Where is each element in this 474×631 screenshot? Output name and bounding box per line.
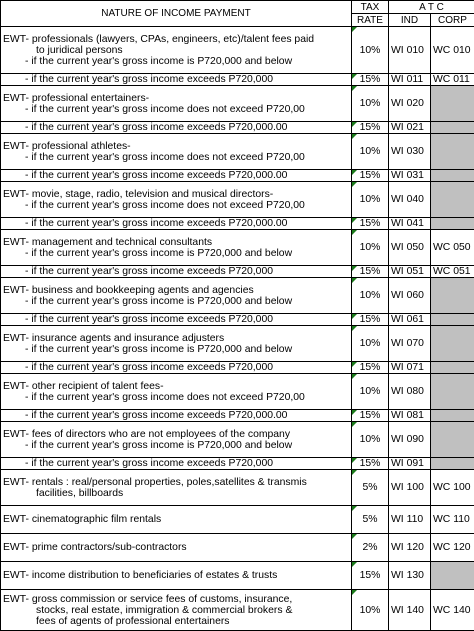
tax-rate-cell[interactable]: 5% [352, 506, 389, 534]
single-line: EWT- rentals : real/personal properties, poles,satellites & transmis [3, 477, 349, 488]
nature-cell[interactable] [1, 422, 352, 458]
row-label: - if the current year's gross income is P720,000 and below [3, 296, 349, 307]
single-line: stocks, real estate, immigration & commercial brokers & [3, 605, 349, 616]
nature-cell[interactable] [1, 74, 352, 86]
tax-rate-cell[interactable]: 10% [352, 590, 389, 631]
table-row[interactable] [1, 86, 474, 122]
table-row[interactable] [1, 562, 474, 590]
table-row[interactable] [1, 410, 474, 422]
row-label: - if the current year's gross income is P720,000 and below [3, 248, 349, 259]
nature-cell[interactable] [1, 86, 352, 122]
atc-ind-cell[interactable]: WI 021 [389, 122, 431, 134]
single-line: facilities, billboards [3, 488, 349, 499]
tax-rate-cell[interactable]: 10% [352, 278, 389, 314]
table-row[interactable] [1, 170, 474, 182]
atc-ind-cell[interactable]: WI 020 [389, 86, 431, 122]
nature-cell[interactable] [1, 266, 352, 278]
row-label: - if the current year's gross income exceeds P720,000 [3, 362, 349, 373]
row-label: - if the current year's gross income does not exceed P720,00 [3, 152, 349, 163]
atc-ind-cell[interactable]: WI 041 [389, 218, 431, 230]
table-row[interactable] [1, 534, 474, 562]
atc-corp-cell[interactable]: WC 010 [431, 27, 474, 74]
group-title-line: EWT- business and bookkeeping agents and agencies [3, 285, 349, 296]
group-title-line: to juridical persons [3, 45, 349, 56]
group-title-line: EWT- movie, stage, radio, television and musical directors- [3, 189, 349, 200]
atc-ind-cell[interactable]: WI 120 [389, 534, 431, 562]
row-label: - if the current year's gross income is P720,000 and below [3, 56, 349, 67]
header-nature-of-income[interactable]: NATURE OF INCOME PAYMENT [1, 1, 352, 27]
row-label: - if the current year's gross income is P720,000 and below [3, 344, 349, 355]
atc-corp-cell[interactable] [431, 182, 474, 218]
tax-rate-cell[interactable]: 10% [352, 230, 389, 266]
row-label: - if the current year's gross income exceeds P720,000 [3, 458, 349, 469]
single-line: fees of agents of professional entertainers [3, 616, 349, 627]
header-ind[interactable]: IND [389, 14, 431, 27]
atc-ind-cell[interactable]: WI 080 [389, 374, 431, 410]
atc-corp-cell[interactable] [431, 122, 474, 134]
row-label: - if the current year's gross income does not exceed P720,00 [3, 200, 349, 211]
row-label: - if the current year's gross income exceeds P720,000.00 [3, 410, 349, 421]
table-row[interactable] [1, 326, 474, 362]
table-row[interactable] [1, 134, 474, 170]
tax-rate-cell[interactable]: 15% [352, 266, 389, 278]
tax-rate-cell[interactable]: 10% [352, 422, 389, 458]
table-row[interactable] [1, 470, 474, 506]
nature-cell[interactable] [1, 362, 352, 374]
tax-rate-cell[interactable]: 15% [352, 314, 389, 326]
table-row[interactable] [1, 458, 474, 470]
atc-corp-cell[interactable] [431, 218, 474, 230]
group-title-line: EWT- insurance agents and insurance adjusters [3, 333, 349, 344]
row-label: - if the current year's gross income exceeds P720,000.00 [3, 122, 349, 133]
atc-corp-cell[interactable]: WC 050 [431, 230, 474, 266]
tax-rate-cell[interactable]: 10% [352, 374, 389, 410]
atc-corp-cell[interactable] [431, 410, 474, 422]
table-row[interactable] [1, 506, 474, 534]
atc-corp-cell[interactable]: WC 011 [431, 74, 474, 86]
table-body [1, 27, 474, 631]
nature-cell[interactable] [1, 470, 352, 506]
tax-rate-cell[interactable]: 15% [352, 458, 389, 470]
row-label: - if the current year's gross income is P720,000 and below [3, 440, 349, 451]
tax-rate-cell[interactable]: 15% [352, 122, 389, 134]
nature-cell[interactable] [1, 218, 352, 230]
single-line: EWT- prime contractors/sub-contractors [3, 542, 349, 553]
tax-rate-cell[interactable]: 15% [352, 170, 389, 182]
header-tax[interactable]: TAX [352, 1, 389, 14]
tax-rate-cell[interactable]: 10% [352, 182, 389, 218]
group-title-line: EWT- professional athletes- [3, 141, 349, 152]
nature-cell[interactable] [1, 230, 352, 266]
tax-rate-cell[interactable]: 2% [352, 534, 389, 562]
nature-cell[interactable] [1, 134, 352, 170]
table-row[interactable] [1, 590, 474, 631]
atc-corp-cell[interactable] [431, 458, 474, 470]
atc-corp-cell[interactable] [431, 278, 474, 314]
atc-corp-cell[interactable] [431, 170, 474, 182]
atc-corp-cell[interactable] [431, 326, 474, 362]
atc-ind-cell[interactable]: WI 061 [389, 314, 431, 326]
group-title-line: EWT- other recipient of talent fees- [3, 381, 349, 392]
nature-cell[interactable] [1, 278, 352, 314]
table-row[interactable] [1, 266, 474, 278]
nature-cell[interactable] [1, 562, 352, 590]
atc-ind-cell[interactable]: WI 050 [389, 230, 431, 266]
row-label: - if the current year's gross income exceeds P720,000 [3, 266, 349, 277]
atc-ind-cell[interactable]: WI 081 [389, 410, 431, 422]
tax-rate-cell[interactable]: 5% [352, 470, 389, 506]
nature-cell[interactable] [1, 410, 352, 422]
nature-cell[interactable] [1, 122, 352, 134]
atc-corp-cell[interactable] [431, 86, 474, 122]
atc-ind-cell[interactable]: WI 011 [389, 74, 431, 86]
tax-rate-cell[interactable]: 15% [352, 362, 389, 374]
atc-ind-cell[interactable]: WI 091 [389, 458, 431, 470]
row-label: - if the current year's gross income exceeds P720,000 [3, 74, 349, 85]
atc-corp-cell[interactable] [431, 314, 474, 326]
nature-cell[interactable] [1, 182, 352, 218]
tax-rate-cell[interactable]: 15% [352, 218, 389, 230]
tax-rate-cell[interactable]: 15% [352, 410, 389, 422]
atc-ind-cell[interactable]: WI 051 [389, 266, 431, 278]
table-row[interactable] [1, 314, 474, 326]
nature-cell[interactable] [1, 590, 352, 631]
atc-ind-cell[interactable]: WI 090 [389, 422, 431, 458]
single-line: EWT- gross commission or service fees of customs, insurance, [3, 594, 349, 605]
table-row[interactable] [1, 362, 474, 374]
header-atc[interactable]: A T C [389, 1, 474, 14]
atc-corp-cell[interactable] [431, 374, 474, 410]
table-row[interactable] [1, 230, 474, 266]
atc-corp-cell[interactable] [431, 422, 474, 458]
nature-cell[interactable] [1, 506, 352, 534]
group-title-line: EWT- fees of directors who are not employees of the company [3, 429, 349, 440]
row-label: - if the current year's gross income exceeds P720,000 [3, 314, 349, 325]
tax-rate-cell[interactable]: 10% [352, 326, 389, 362]
nature-cell[interactable] [1, 534, 352, 562]
nature-cell[interactable] [1, 170, 352, 182]
atc-ind-cell[interactable]: WI 071 [389, 362, 431, 374]
tax-rate-cell[interactable]: 15% [352, 562, 389, 590]
table-row[interactable] [1, 182, 474, 218]
atc-ind-cell[interactable]: WI 110 [389, 506, 431, 534]
atc-ind-cell[interactable]: WI 100 [389, 470, 431, 506]
tax-rate-cell[interactable]: 10% [352, 134, 389, 170]
atc-corp-cell[interactable]: WC 051 [431, 266, 474, 278]
nature-cell[interactable] [1, 458, 352, 470]
row-label: - if the current year's gross income exceeds P720,000.00 [3, 170, 349, 181]
row-label: - if the current year's gross income does not exceed P720,00 [3, 104, 349, 115]
table-row[interactable] [1, 278, 474, 314]
row-label: - if the current year's gross income exceeds P720,000.00 [3, 218, 349, 229]
nature-cell[interactable] [1, 374, 352, 410]
nature-cell[interactable] [1, 326, 352, 362]
table-row[interactable] [1, 122, 474, 134]
atc-ind-cell[interactable]: WI 140 [389, 590, 431, 631]
atc-ind-cell[interactable]: WI 030 [389, 134, 431, 170]
atc-corp-cell[interactable] [431, 134, 474, 170]
group-title-line: EWT- professionals (lawyers, CPAs, engineers, etc)/talent fees paid [3, 34, 349, 45]
group-title-line: EWT- management and technical consultants [3, 237, 349, 248]
atc-corp-cell[interactable] [431, 562, 474, 590]
header-rate[interactable]: RATE [352, 14, 389, 27]
atc-ind-cell[interactable]: WI 130 [389, 562, 431, 590]
nature-cell[interactable] [1, 27, 352, 74]
atc-corp-cell[interactable]: WC 140 [431, 590, 474, 631]
tax-rate-cell[interactable]: 10% [352, 86, 389, 122]
atc-ind-cell[interactable]: WI 060 [389, 278, 431, 314]
table-row[interactable] [1, 422, 474, 458]
table-row[interactable] [1, 218, 474, 230]
single-line: EWT- cinematographic film rentals [3, 514, 349, 525]
group-title-line: EWT- professional entertainers- [3, 93, 349, 104]
tax-rate-cell[interactable]: 15% [352, 74, 389, 86]
header-corp[interactable]: CORP [431, 14, 474, 27]
atc-ind-cell[interactable]: WI 010 [389, 27, 431, 74]
atc-corp-cell[interactable]: WC 100 [431, 470, 474, 506]
table-row[interactable] [1, 27, 474, 74]
atc-ind-cell[interactable]: WI 040 [389, 182, 431, 218]
row-label: - if the current year's gross income does not exceed P720,00 [3, 392, 349, 403]
atc-ind-cell[interactable]: WI 031 [389, 170, 431, 182]
single-line: EWT- income distribution to beneficiaries of estates & trusts [3, 570, 349, 581]
atc-corp-cell[interactable]: WC 120 [431, 534, 474, 562]
atc-corp-cell[interactable]: WC 110 [431, 506, 474, 534]
atc-corp-cell[interactable] [431, 362, 474, 374]
tax-rate-cell[interactable]: 10% [352, 27, 389, 74]
nature-cell[interactable] [1, 314, 352, 326]
table-row[interactable] [1, 74, 474, 86]
table-row[interactable] [1, 374, 474, 410]
atc-ind-cell[interactable]: WI 070 [389, 326, 431, 362]
